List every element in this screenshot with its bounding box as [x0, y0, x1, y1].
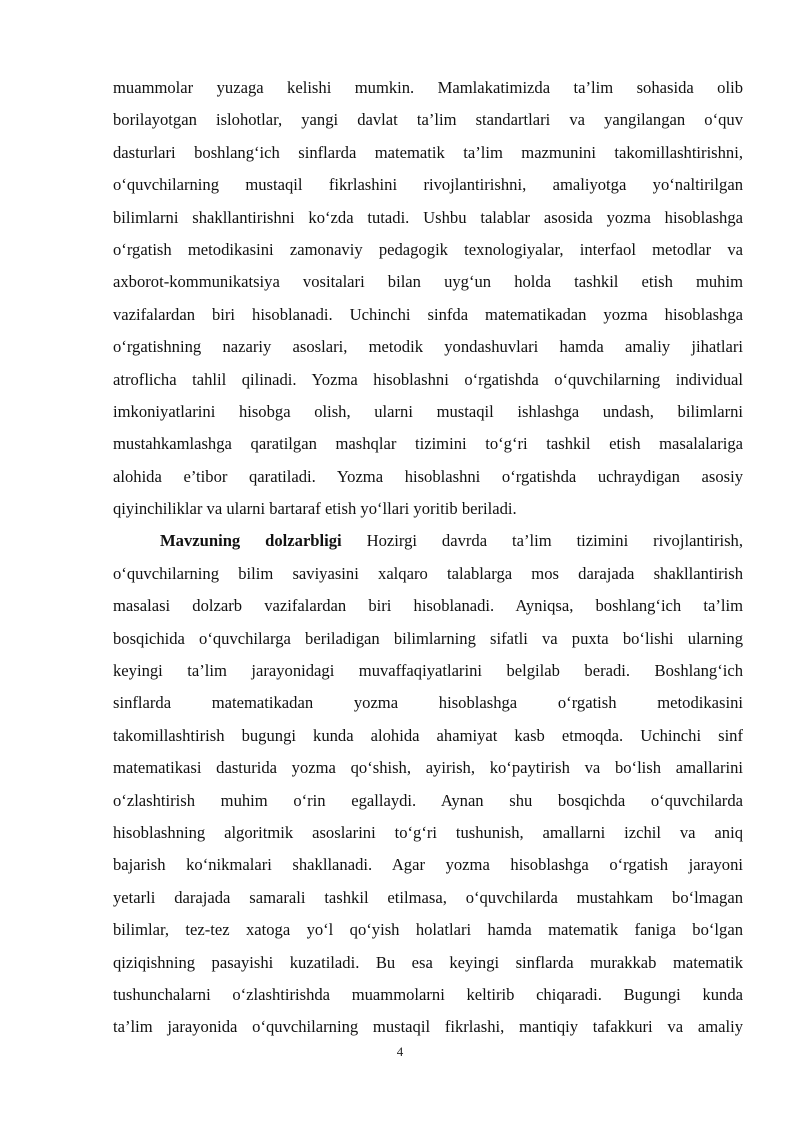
- paragraph-relevance: [113, 525, 743, 1043]
- text-line: sinflarda matematikadan yozma hisoblashga o‘rgatish metodikasini: [113, 693, 743, 713]
- text-line: matematikasi dasturida yozma qo‘shish, ayirish, ko‘paytirish va bo‘lish amallarini: [113, 758, 743, 778]
- text-line: imkoniyatlarini hisobga olish, ularni mustaqil ishlashga undash, bilimlarni: [113, 401, 743, 421]
- text-fragment: Hozirgi davrda ta’lim tizimini rivojlantirish,: [341, 531, 743, 551]
- text-line: keyingi ta’lim jarayonidagi muvaffaqiyatlarini belgilab beradi. Boshlang‘ich: [113, 661, 743, 681]
- text-line: yetarli darajada samarali tashkil etilmasa, o‘quvchilarda mustahkam bo‘lmagan: [113, 887, 743, 907]
- text-line: mustahkamlashga qaratilgan mashqlar tizimini to‘g‘ri tashkil etish masalalariga: [113, 434, 743, 454]
- paragraph-intro: [113, 72, 743, 525]
- text-line: o‘quvchilarning mustaqil fikrlashini rivojlantirishni, amaliyotga yo‘naltirilgan: [113, 175, 743, 195]
- text-line: o‘rgatishning nazariy asoslari, metodik yondashuvlari hamda amaliy jihatlari: [113, 337, 743, 357]
- text-line: [113, 525, 743, 557]
- text-line: muammolar yuzaga kelishi mumkin. Mamlakatimizda ta’lim sohasida olib: [113, 78, 743, 97]
- text-line: bosqichida o‘quvchilarga beriladigan bilimlarning sifatli va puxta bo‘lishi ularning: [113, 628, 743, 648]
- text-line: vazifalardan biri hisoblanadi. Uchinchi sinfda matematikadan yozma hisoblashga: [113, 304, 743, 324]
- text-line: dasturlari boshlang‘ich sinflarda matematik ta’lim mazmunini takomillashtirishni,: [113, 142, 743, 162]
- page-number: 4: [396, 1044, 404, 1059]
- text-line: bilimlarni shakllantirishni ko‘zda tutadi. Ushbu talablar asosida yozma hisoblashga: [113, 207, 743, 227]
- text-line: qiziqishning pasayishi kuzatiladi. Bu esa keyingi sinflarda murakkab matematik: [113, 952, 743, 972]
- text-line: tushunchalarni o‘zlashtirishda muammolarni keltirib chiqaradi. Bugungi kunda: [113, 984, 743, 1004]
- text-line: masalasi dolzarb vazifalardan biri hisoblanadi. Ayniqsa, boshlang‘ich ta’lim: [113, 596, 743, 616]
- text-line: bilimlar, tez-tez xatoga yo‘l qo‘yish holatlari hamda matematik faniga bo‘lgan: [113, 920, 743, 940]
- text-line: o‘quvchilarning bilim saviyasini xalqaro talablarga mos darajada shakllantirish: [113, 563, 743, 583]
- text-line: o‘rgatish metodikasini zamonaviy pedagogik texnologiyalar, interfaol metodlar va: [113, 239, 743, 259]
- text-line: axborot-kommunikatsiya vositalari bilan uyg‘un holda tashkil etish muhim: [113, 272, 743, 292]
- text-line: ta’lim jarayonida o‘quvchilarning mustaqil fikrlashi, mantiqiy tafakkuri va amaliy: [113, 1017, 743, 1037]
- text-line: alohida e’tibor qaratiladi. Yozma hisoblashni o‘rgatishda uchraydigan asosiy: [113, 466, 743, 486]
- document-page: [113, 72, 743, 1044]
- text-line: borilayotgan islohotlar, yangi davlat ta’lim standartlari va yangilangan o‘quv: [113, 110, 743, 130]
- text-line: qiyinchiliklar va ularni bartaraf etish yo‘llari yoritib beriladi.: [113, 499, 517, 519]
- text-line: o‘zlashtirish muhim o‘rin egallaydi. Aynan shu bosqichda o‘quvchilarda: [113, 790, 743, 810]
- section-heading: Mavzuning dolzarbligi: [160, 531, 342, 551]
- text-line: bajarish ko‘nikmalari shakllanadi. Agar yozma hisoblashga o‘rgatish jarayoni: [113, 855, 743, 875]
- text-line: takomillashtirish bugungi kunda alohida ahamiyat kasb etmoqda. Uchinchi sinf: [113, 725, 743, 745]
- text-line: hisoblashning algoritmik asoslarini to‘g‘ri tushunish, amallarni izchil va aniq: [113, 822, 743, 842]
- text-line: atroflicha tahlil qilinadi. Yozma hisoblashni o‘rgatishda o‘quvchilarning individual: [113, 369, 743, 389]
